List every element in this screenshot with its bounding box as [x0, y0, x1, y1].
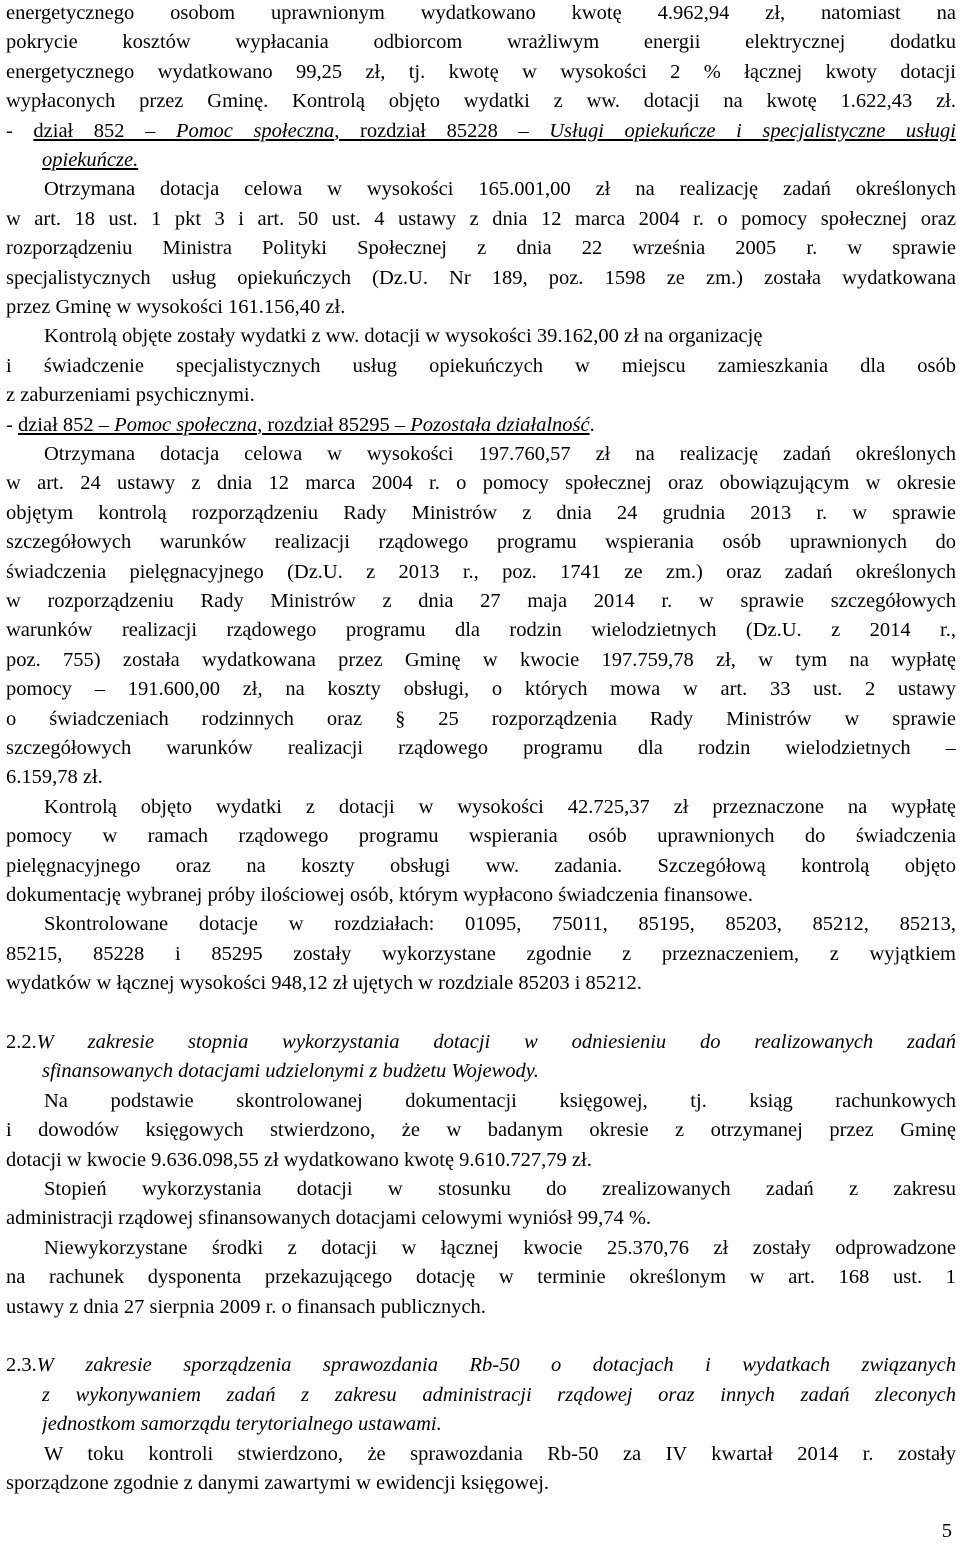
- text-segment: szczegółowych warunków realizacji rządowego programu wspierania osób uprawnionych do: [6, 531, 956, 554]
- text-line: [6, 234, 956, 263]
- text-segment: -: [6, 413, 18, 436]
- text-line: [6, 646, 956, 675]
- text-segment: 2.3.: [6, 1354, 37, 1377]
- text-line: [6, 734, 956, 763]
- text-segment: , rozdział 85228 –: [334, 119, 550, 142]
- text-line: [44, 322, 956, 351]
- text-segment: szczegółowych warunków realizacji rządowego programu dla rodzin wielodzietnych –: [6, 737, 956, 759]
- emphasized-text: z wykonywaniem zadań z zakresu administracji rządowej oraz innych zadań zleconych: [42, 1383, 956, 1406]
- text-segment: energetycznego osobom uprawnionym wydatkowano kwotę 4.962,94 zł, natomiast na: [6, 2, 956, 24]
- text-segment: pomocy w ramach rządowego programu wspierania osób uprawnionych do świadczenia: [6, 825, 956, 848]
- text-segment: -: [6, 119, 34, 142]
- text-line: [6, 499, 956, 528]
- text-line: [6, 587, 956, 616]
- text-line: [44, 1440, 956, 1469]
- text-line: [44, 1087, 956, 1116]
- page-number: 5: [941, 1520, 952, 1542]
- text-line: [6, 1351, 956, 1380]
- text-line: [44, 910, 956, 939]
- text-segment: objętym kontrolą rozporządzeniu Rady Ministrów z dnia 24 grudnia 2013 r. w sprawie: [6, 501, 956, 524]
- text-line: [6, 117, 956, 146]
- text-segment: w art. 18 ust. 1 pkt 3 i art. 50 ust. 4 ustawy z dnia 12 marca 2004 r. o pomocy społecznej oraz: [6, 207, 956, 230]
- text-segment: na rachunek dysponenta przekazującego dotację w terminie określonym w art. 168 ust. 1: [6, 1266, 956, 1289]
- text-line: [6, 1263, 956, 1292]
- text-line: [6, 1293, 956, 1322]
- text-segment: 2.2.: [6, 1031, 37, 1053]
- text-line: [6, 264, 956, 293]
- text-segment: Niewykorzystane środki z dotacji w łącznej kwocie 25.370,76 zł zostały odprowadzone: [44, 1236, 956, 1259]
- text-segment: dział 852 –: [17, 413, 115, 436]
- text-line: [6, 969, 956, 998]
- text-segment: pielęgnacyjnego oraz na koszty obsługi ww. zadania. Szczegółową kontrolą objęto: [6, 854, 956, 877]
- emphasized-text: Pozostała działalność: [410, 413, 590, 436]
- text-line: [6, 616, 956, 645]
- text-line: [6, 763, 956, 792]
- text-segment: administracji rządowej sfinansowanych dotacjami celowymi wyniósł 99,74 %.: [6, 1207, 652, 1230]
- text-line: [44, 793, 956, 822]
- text-line: [44, 175, 956, 204]
- text-line: [6, 293, 956, 322]
- text-line: [6, 1204, 956, 1233]
- text-segment: 6.159,78 zł.: [6, 766, 103, 789]
- emphasized-text: W zakresie sporządzenia sprawozdania Rb-50 o dotacjach i wydatkach związanych: [36, 1354, 956, 1377]
- text-line: [6, 940, 956, 969]
- emphasized-text: sfinansowanych dotacjami udzielonymi z budżetu Wojewody.: [42, 1060, 539, 1083]
- text-segment: w art. 24 ustawy z dnia 12 marca 2004 r. o pomocy społecznej oraz obowiązującym w okresie: [6, 472, 956, 495]
- text-segment: warunków realizacji rządowego programu dla rodzin wielodzietnych (Dz.U. z 2014 r.,: [6, 619, 956, 642]
- emphasized-text: W zakresie stopnia wykorzystania dotacji w odniesieniu do realizowanych zadań: [36, 1031, 956, 1053]
- text-segment: pokrycie kosztów wypłacania odbiorcom wrażliwym energii elektrycznej dodatku: [6, 31, 956, 54]
- text-line: [6, 528, 956, 557]
- text-segment: wypłaconych przez Gminę. Kontrolą objęto wydatki z ww. dotacji na kwotę 1.622,43 zł.: [6, 90, 956, 113]
- text-segment: dokumentację wybranej próby ilościowej osób, którym wypłacono świadczenia finansowe.: [6, 884, 753, 906]
- emphasized-text: Usługi opiekuńcze i specjalistyczne usługi: [549, 119, 956, 142]
- text-segment: z zaburzeniami psychicznymi.: [6, 384, 255, 407]
- text-segment: przez Gminę w wysokości 161.156,40 zł.: [6, 296, 346, 318]
- text-segment: pomocy – 191.600,00 zł, na koszty obsługi, o których mowa w art. 33 ust. 2 ustawy: [6, 678, 956, 701]
- text-segment: Stopień wykorzystania dotacji w stosunku do zrealizowanych zadań z zakresu: [44, 1178, 956, 1200]
- text-segment: Kontrolą objęto wydatki z dotacji w wysokości 42.725,37 zł przeznaczone na wypłatę: [44, 795, 956, 818]
- text-segment: specjalistycznych usług opiekuńczych (Dz.U. Nr 189, poz. 1598 ze zm.) została wydatkowana: [6, 266, 956, 289]
- text-line: [44, 1175, 956, 1204]
- text-line: [6, 705, 956, 734]
- text-line: [44, 440, 956, 469]
- text-line: [6, 1146, 956, 1175]
- text-segment: energetycznego wydatkowano 99,25 zł, tj. kwotę w wysokości 2 % łącznej kwoty dotacji: [6, 60, 956, 83]
- text-line: [6, 0, 956, 28]
- text-segment: Skontrolowane dotacje w rozdziałach: 01095, 75011, 85195, 85203, 85212, 85213,: [44, 913, 956, 936]
- text-line: [6, 58, 956, 87]
- text-segment: .: [589, 413, 595, 436]
- text-line: [42, 146, 956, 175]
- text-line: [6, 1469, 956, 1498]
- text-segment: i świadczenie specjalistycznych usług opiekuńczych w miejscu zamieszkania dla osób: [6, 354, 956, 377]
- text-segment: dotacji w kwocie 9.636.098,55 zł wydatkowano kwotę 9.610.727,79 zł.: [6, 1148, 592, 1171]
- text-segment: wydatków w łącznej wysokości 948,12 zł ujętych w rozdziale 85203 i 85212.: [6, 972, 642, 995]
- text-line: [6, 881, 956, 910]
- text-line: [44, 1234, 956, 1263]
- text-line: [6, 558, 956, 587]
- emphasized-text: Pomoc społeczna: [114, 413, 258, 436]
- text-line: [6, 675, 956, 704]
- text-line: [6, 852, 956, 881]
- text-line: [6, 411, 956, 440]
- text-segment: o świadczeniach rodzinnych oraz § 25 rozporządzenia Rady Ministrów w sprawie: [6, 707, 956, 730]
- text-line: [6, 822, 956, 851]
- text-line: [6, 469, 956, 498]
- text-segment: Otrzymana dotacja celowa w wysokości 165.001,00 zł na realizację zadań określonych: [44, 178, 956, 201]
- text-segment: Otrzymana dotacja celowa w wysokości 197.760,57 zł na realizację zadań określonych: [44, 443, 956, 465]
- text-line: [6, 1116, 956, 1145]
- text-line: [42, 1410, 956, 1439]
- emphasized-text: Pomoc społeczna: [175, 119, 335, 142]
- text-line: [42, 1057, 956, 1086]
- text-segment: rozporządzeniu Ministra Polityki Społecznej z dnia 22 września 2005 r. w sprawie: [6, 237, 956, 260]
- text-line: [6, 381, 956, 410]
- text-line: [6, 352, 956, 381]
- text-segment: W toku kontroli stwierdzono, że sprawozdania Rb-50 za IV kwartał 2014 r. zostały: [44, 1442, 956, 1465]
- text-line: [42, 1381, 956, 1410]
- text-segment: dział 852 –: [33, 119, 176, 142]
- text-segment: Kontrolą objęte zostały wydatki z ww. dotacji w wysokości 39.162,00 zł na organizację: [44, 325, 763, 348]
- text-segment: i dowodów księgowych stwierdzono, że w badanym okresie z otrzymanej przez Gminę: [6, 1119, 956, 1142]
- text-segment: sporządzone zgodnie z danymi zawartymi w ewidencji księgowej.: [6, 1472, 550, 1494]
- text-line: [6, 87, 956, 116]
- text-line: [6, 1028, 956, 1057]
- text-segment: w rozporządzeniu Rady Ministrów z dnia 27 maja 2014 r. w sprawie szczegółowych: [6, 590, 956, 612]
- text-segment: , rozdział 85295 –: [257, 413, 411, 436]
- text-segment: świadczenia pielęgnacyjnego (Dz.U. z 2013 r., poz. 1741 ze zm.) oraz zadań określonych: [6, 560, 956, 583]
- emphasized-text: opiekuńcze.: [42, 149, 139, 171]
- text-line: [6, 205, 956, 234]
- text-segment: ustawy z dnia 27 sierpnia 2009 r. o finansach publicznych.: [6, 1295, 486, 1318]
- emphasized-text: jednostkom samorządu terytorialnego ustawami.: [42, 1413, 442, 1436]
- text-line: [6, 28, 956, 57]
- text-segment: Na podstawie skontrolowanej dokumentacji księgowej, tj. ksiąg rachunkowych: [44, 1089, 956, 1112]
- text-segment: poz. 755) została wydatkowana przez Gminę w kwocie 197.759,78 zł, w tym na wypłatę: [6, 648, 956, 671]
- text-segment: 85215, 85228 i 85295 zostały wykorzystane zgodnie z przeznaczeniem, z wyjątkiem: [6, 942, 956, 965]
